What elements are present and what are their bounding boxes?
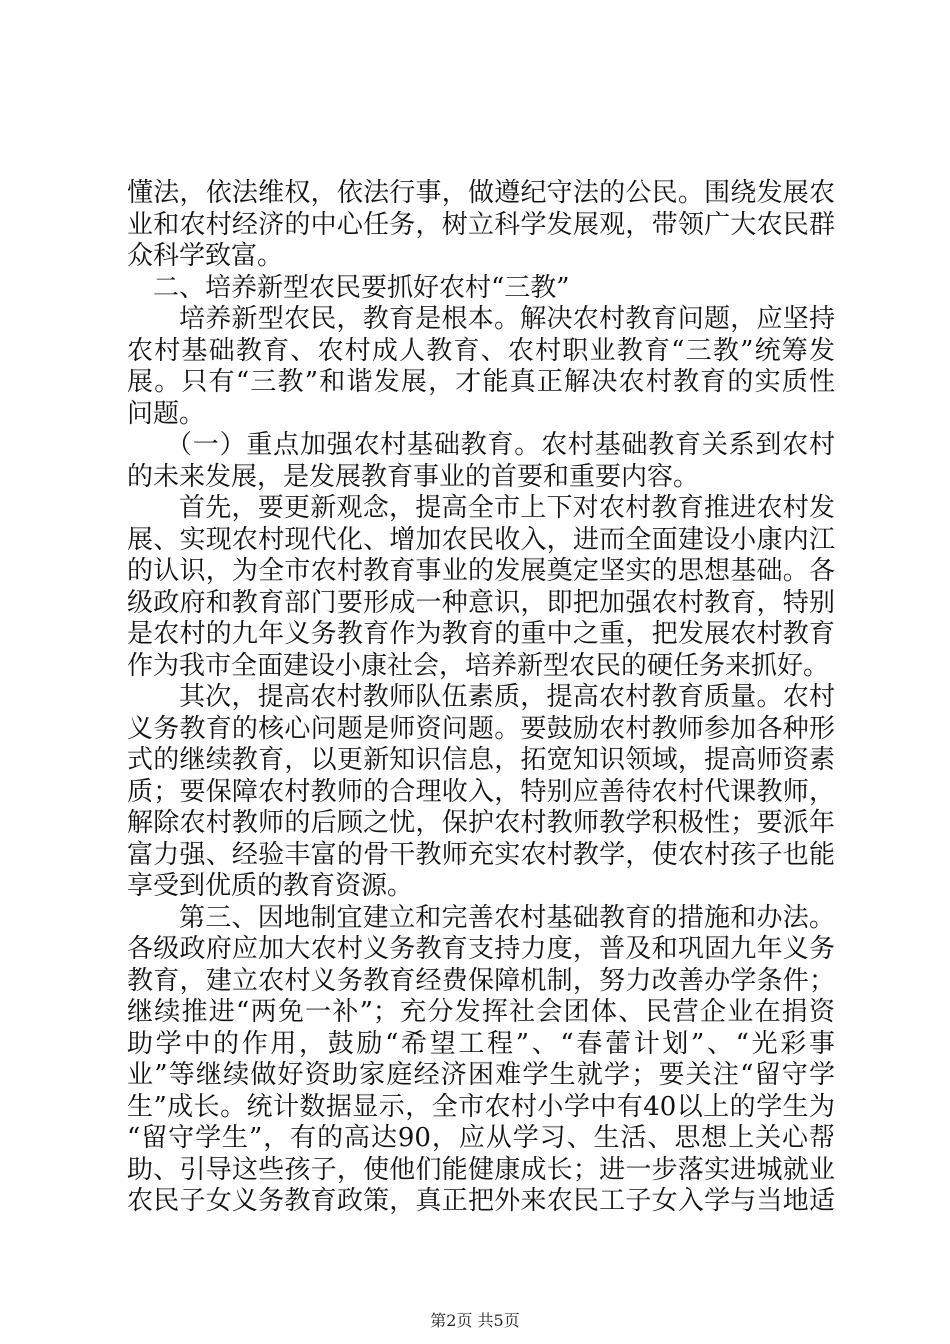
text-line: 义务教育的核心问题是师资问题。要鼓励农村教师参加各种形 — [127, 713, 835, 744]
text-line: 的未来发展，是发展教育事业的首要和重要内容。 — [127, 461, 700, 492]
text-line: 各级政府应加大农村义务教育支持力度，普及和巩固九年义务 — [127, 934, 835, 964]
text-line: 助、引导这些孩子，使他们能健康成长；进一步落实进城就业 — [127, 1154, 835, 1185]
text-line: 级政府和教育部门要形成一种意识，即把加强农村教育，特别 — [127, 587, 835, 618]
text-line: 问题。 — [127, 398, 206, 429]
text-line: 生”成长。统计数据显示，全市农村小学中有40以上的学生为 — [127, 1091, 835, 1122]
text-line: 助学中的作用，鼓励“希望工程”、“春蕾计划”、“光彩事 — [127, 1028, 835, 1059]
page-number-footer: 第2页 共5页 — [430, 1311, 520, 1330]
text-line: 享受到优质的教育资源。 — [127, 871, 414, 901]
text-line: 继续推进“两免一补”；充分发挥社会团体、民营企业在捐资 — [127, 997, 835, 1027]
subsection-heading: （一）重点加强农村基础教育。农村基础教育关系到农村 — [166, 430, 835, 460]
text-line: 解除农村教师的后顾之忧，保护农村教师教学积极性；要派年 — [127, 808, 835, 838]
text-line: 的认识，为全市农村教育事业的发展奠定坚实的思想基础。各 — [127, 556, 835, 586]
text-line: 其次，提高农村教师队伍素质，提高农村教育质量。农村 — [179, 682, 835, 712]
text-line: 质；要保障农村教师的合理收入，特别应善待农村代课教师， — [127, 776, 835, 807]
text-line: 业和农村经济的中心任务，树立科学发展观，带领广大农民群 — [127, 209, 835, 240]
text-line: 农村基础教育、农村成人教育、农村职业教育“三教”统筹发 — [127, 335, 835, 366]
text-line: 培养新型农民，教育是根本。解决农村教育问题，应坚持 — [179, 304, 835, 334]
text-line: 展、实现农村现代化、增加农民收入，进而全面建设小康内江 — [127, 524, 835, 555]
text-line: 富力强、经验丰富的骨干教师充实农村教学，使农村孩子也能 — [127, 839, 835, 870]
text-line: 首先，要更新观念，提高全市上下对农村教育推进农村发 — [179, 493, 835, 523]
text-line: 众科学致富。 — [127, 241, 284, 271]
text-line: 展。只有“三教”和谐发展，才能真正解决农村教育的实质性 — [127, 367, 835, 397]
section-heading: 二、培养新型农民要抓好农村“三教” — [153, 272, 570, 303]
text-line: 教育，建立农村义务教育经费保障机制，努力改善办学条件； — [127, 965, 835, 996]
text-line: 式的继续教育，以更新知识信息，拓宽知识领域，提高师资素 — [127, 745, 835, 775]
text-line: “留守学生”，有的高达90，应从学习、生活、思想上关心帮 — [127, 1123, 835, 1153]
text-line: 业”等继续做好资助家庭经济困难学生就学；要关注“留守学 — [127, 1060, 835, 1090]
text-line: 懂法，依法维权，依法行事，做遵纪守法的公民。围绕发展农 — [127, 178, 835, 208]
text-line: 作为我市全面建设小康社会，培养新型农民的硬任务来抓好。 — [127, 650, 830, 681]
text-line: 是农村的九年义务教育作为教育的重中之重，把发展农村教育 — [127, 619, 835, 649]
text-line: 农民子女义务教育政策，真正把外来农民工子女入学与当地适 — [127, 1186, 835, 1216]
text-line: 第三、因地制宜建立和完善农村基础教育的措施和办法。 — [179, 902, 835, 933]
body-text — [127, 178, 835, 1218]
